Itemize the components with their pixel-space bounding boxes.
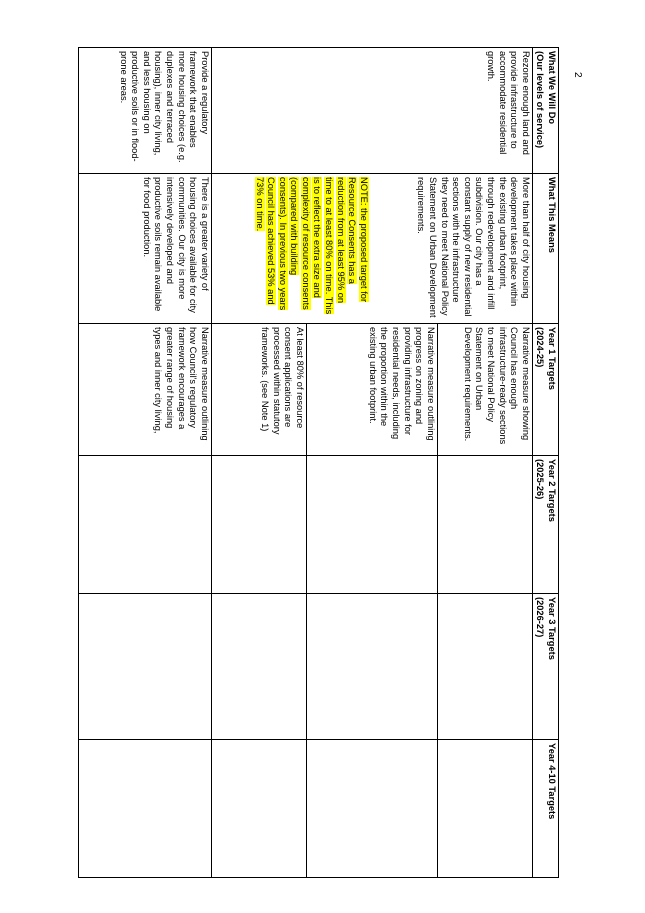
row2-what-we-will-do: Provide a regulatory framework that enables more housing choices (e.g. duplexes and terraced housing), inner city living, and less housing on productive soils or in flood-prone areas.: [78, 48, 211, 174]
header-year4-10-targets: Year 4-10 Targets: [532, 740, 558, 878]
row1-year1-target-b: Narrative measure outlining progress on zoning and providing infrastructure for residential needs, including the proportion within the existing urban footprint.: [306, 324, 437, 456]
table-row: [437, 48, 532, 878]
row2-year4-10-target: [78, 740, 211, 878]
header-year2-targets: Year 2 Targets (2025-26): [532, 456, 558, 594]
row2-year2-target: [78, 456, 211, 594]
table-row: [78, 48, 211, 878]
resource-consent-note: NOTE: the proposed target for Resource Consents has a reduction from at least 95% on time to at least 80% on time. This is to reflect the extra size and complexity of resource consents (compared with building consents). In previous two years Council has achieved 53% and 73% on time.: [254, 177, 369, 315]
row1-year4-10-target-c: [211, 740, 306, 878]
row1-what-this-means: More than half of city housing development takes place within the existing urban footprint, through redevelopment and infill subdivision. Our city has a constant supply of new residential sections with the infrastructure they need to meet National Policy Statement on Urban Development requirements. NOTE: the proposed target for Resource Consents has a reduction from at least 95% on time to at least 80% on time. This is to reflect the extra size and complexity of resource consents (compared with building consents). In previous two years Council has achieved 53% and 73% on time.: [211, 174, 532, 324]
row1-year3-target-a: [437, 594, 532, 740]
row1-year1-target-c: At least 80% of resource consent applications are processed within statutory frameworks. (see Note 1): [211, 324, 306, 456]
row2-what-this-means: There is a greater variety of housing choices available for city communities. Our city is more intensively developed and productive soils remain available for food production.: [78, 174, 211, 324]
rotated-table-wrapper: [79, 47, 559, 877]
row1-year1-target-a: Narrative measure showing Council has enough infrastructure-ready sections to meet National Policy Statement on Urban Development requirements.: [437, 324, 532, 456]
header-what-we-will-do: What We Will Do (Our levels of service): [532, 48, 558, 174]
page-number: 2: [572, 72, 583, 78]
header-year1-targets: Year 1 Targets (2024-25): [532, 324, 558, 456]
row2-year1-target: Narrative measure outlining how Council's regulatory framework encourages a greater range of housing types and inner city living,: [78, 324, 211, 456]
row1-year3-target-c: [211, 594, 306, 740]
row1-year4-10-target-a: [437, 740, 532, 878]
header-what-this-means: What This Means: [532, 174, 558, 324]
table-header-row: [532, 48, 558, 878]
row1-year3-target-b: [306, 594, 437, 740]
row1-year2-target-c: [211, 456, 306, 594]
row2-year3-target: [78, 594, 211, 740]
row1-year4-10-target-b: [306, 740, 437, 878]
row1-year2-target-a: [437, 456, 532, 594]
row1-what-we-will-do: Rezone enough land and provide infrastructure to accommodate residential growth.: [211, 48, 532, 174]
levels-of-service-table: [78, 47, 559, 878]
row1-year2-target-b: [306, 456, 437, 594]
header-year3-targets: Year 3 Targets (2026-27): [532, 594, 558, 740]
